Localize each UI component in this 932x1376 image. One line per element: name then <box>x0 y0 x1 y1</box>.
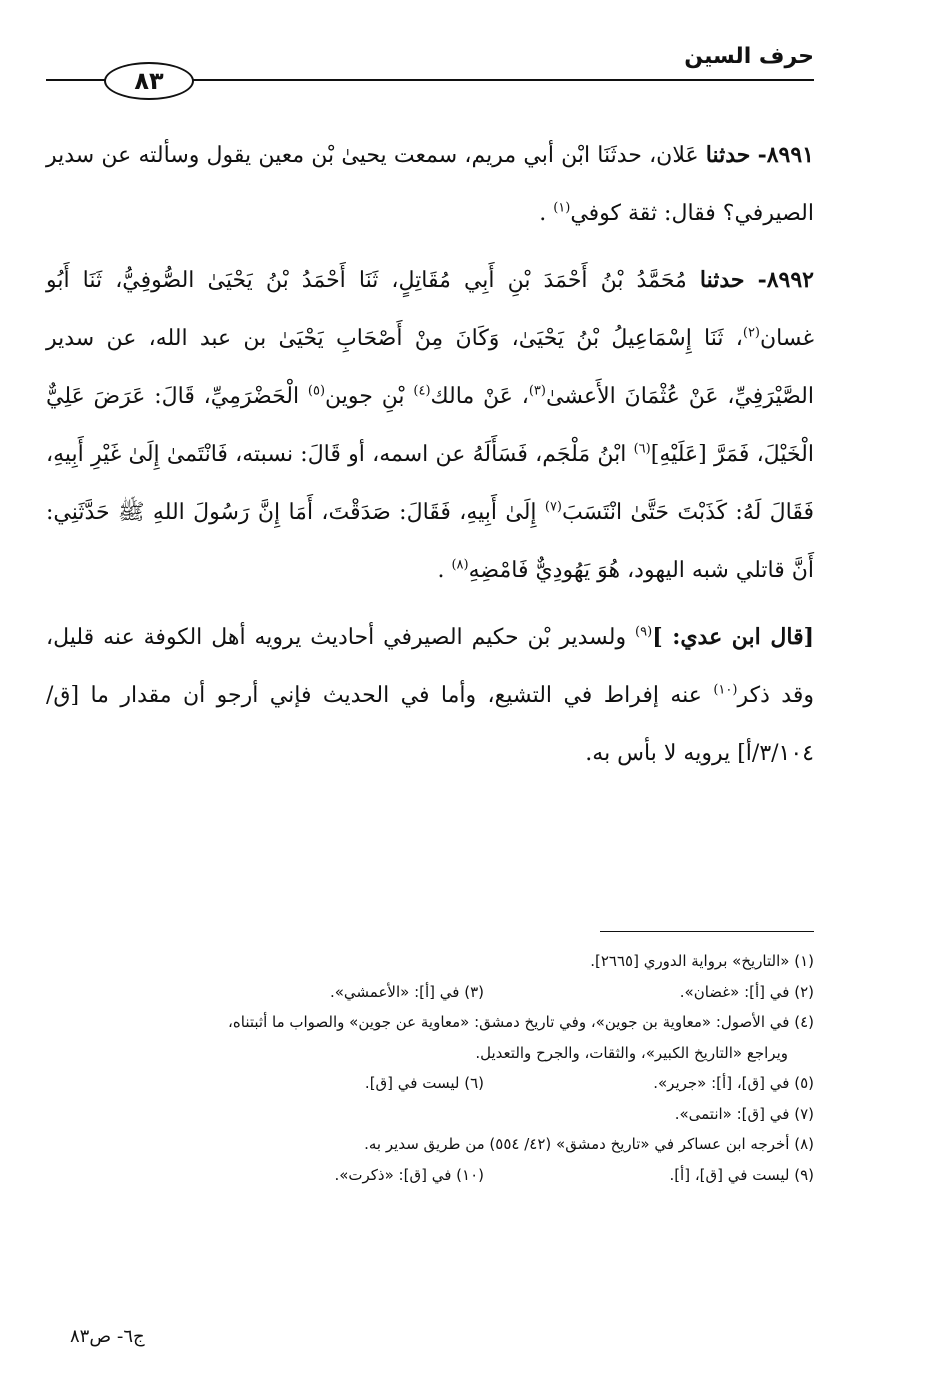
footnote-row <box>46 1160 814 1191</box>
footnote-ref: (١٠) <box>713 682 738 698</box>
footnote-4-continued: ويراجع «التاريخ الكبير»، والثقات، والجرح والتعديل. <box>475 1043 788 1062</box>
entry-text: الْحَضْرَمِيِّ، قَالَ: عَرَضَ عَلِيٌّ الْخَيْلَ، فَمَرَّ [عَلَيْهِ] <box>46 384 814 467</box>
footnotes <box>46 946 814 1190</box>
chapter-title: حرف السين <box>684 44 814 69</box>
entry-text: عنه إفراط في التشيع، وأما في الحديث فإني أرجو أن مقدار ما [ق/٣/١٠٤/أ] يرويه لا بأس به. <box>46 683 814 766</box>
footnote-4: (٤) في الأصول: «معاوية بن جوين»، وفي تاريخ دمشق: «معاوية عن جوين» والصواب ما أثبتناه، <box>228 1013 814 1031</box>
footnote-rule <box>600 931 814 932</box>
entry-text: ولسدير بْن حكيم الصيرفي أحاديث يرويه أهل الكوفة عنه قليل، وقد ذكر <box>46 625 814 708</box>
entry-text: . <box>437 558 452 583</box>
footnote-9: (٩) ليست في [ق]، [أ]. <box>669 1165 814 1184</box>
entry-number: ٨٩٩٢- <box>757 267 814 293</box>
page-number-badge: ٨٣ <box>104 62 194 100</box>
entry-text: إِلَىٰ أَبِيهِ، فَقَالَ: صَدَقْتَ، أَمَا إِنَّ رَسُولَ اللهِ ﷺ حَدَّثَنِي: أَنَّ قاتلي شبه اليهود، هُوَ يَهُودِيٌّ فَامْضِهِ <box>46 500 814 583</box>
entry-text: . <box>539 201 554 226</box>
footnote-ref: (٢) <box>742 325 760 341</box>
footnote-ref: (٧) <box>544 499 562 515</box>
hadith-8992 <box>46 251 814 600</box>
footnote-5: (٥) في [ق]، [أ]: «جرير». <box>653 1074 814 1092</box>
entry-text: ، ثَنَا إِسْمَاعِيلُ بْنُ يَحْيَىٰ، وَكَانَ مِنْ أَصْحَابِ يَحْيَىٰ بن عبد الله، عن سدير الصَّيْرَفِيِّ، عَنْ عُثْمَانَ الأَعشىٰ <box>46 326 814 409</box>
entry-lead: [قال ابن عدي: ] <box>652 624 815 650</box>
footnote-ref: (٨) <box>451 557 469 573</box>
footnote-8: (٨) أخرجه ابن عساكر في «تاريخ دمشق» (٤٢/ ٥٥٤) من طريق سدير به. <box>364 1135 814 1153</box>
footnote-3: (٣) في [أ]: «الأعمشي». <box>329 982 484 1001</box>
footnote-6: (٦) ليست في [ق]. <box>364 1074 484 1092</box>
footnote-row <box>46 1068 814 1099</box>
footnote-ref: (٩) <box>635 624 653 640</box>
entry-text: مُحَمَّدُ بْنُ أَحْمَدَ بْنِ أَبِي مُقَاتِلٍ، ثَنَا أَحْمَدُ بْنُ يَحْيَىٰ الصُّوفِيُّ، ثَنَا أَبُو غسان <box>46 268 814 351</box>
main-text <box>46 126 814 791</box>
entry-text: عَلان، حدثَنَا ابْن أبي مريم، سمعت يحيىٰ بْن معين يقول وسألته عن سدير الصيرفي؟ فقال: ثقة كوفي <box>46 143 814 226</box>
footnote-10: (١٠) في [ق]: «ذكرت». <box>334 1165 484 1184</box>
footnote-ref: (١) <box>553 200 571 216</box>
entry-lead: حدثنا <box>699 267 745 293</box>
footnote-ref: (٣) <box>528 383 546 399</box>
entry-text: ابْنُ مَلْجَم، فَسَأَلَهُ عن اسمه، أو قَالَ: نسبته، فَانْتَمىٰ إِلَىٰ غَيْرِ أَبِيهِ، فَقَالَ لَهُ: كَذَبْتَ حَتَّىٰ انْتَسَبَ <box>46 442 815 525</box>
entry-text: ، عَنْ مالك <box>430 384 529 409</box>
entry-body <box>46 268 814 583</box>
footnote-ref: (٤) <box>413 383 431 399</box>
ibn-adi-comment <box>46 608 814 783</box>
footnote-7: (٧) في [ق]: «انتمى». <box>674 1104 814 1123</box>
hadith-8991 <box>46 126 814 243</box>
footnote-ref: (٦) <box>633 441 651 457</box>
footnote-ref: (٥) <box>307 383 326 399</box>
footnote-row <box>46 977 814 1008</box>
footnote-2: (٢) في [أ]: «غضان». <box>679 982 814 1001</box>
entry-lead: حدثنا <box>705 142 751 168</box>
volume-page-reference: ج٦- ص٨٣ <box>70 1326 145 1347</box>
footnote-1: (١) «التاريخ» برواية الدوري [٢٦٦٥]. <box>590 952 814 970</box>
entry-text: بْنِ جوين <box>325 384 414 409</box>
entry-number: ٨٩٩١- <box>757 142 814 168</box>
